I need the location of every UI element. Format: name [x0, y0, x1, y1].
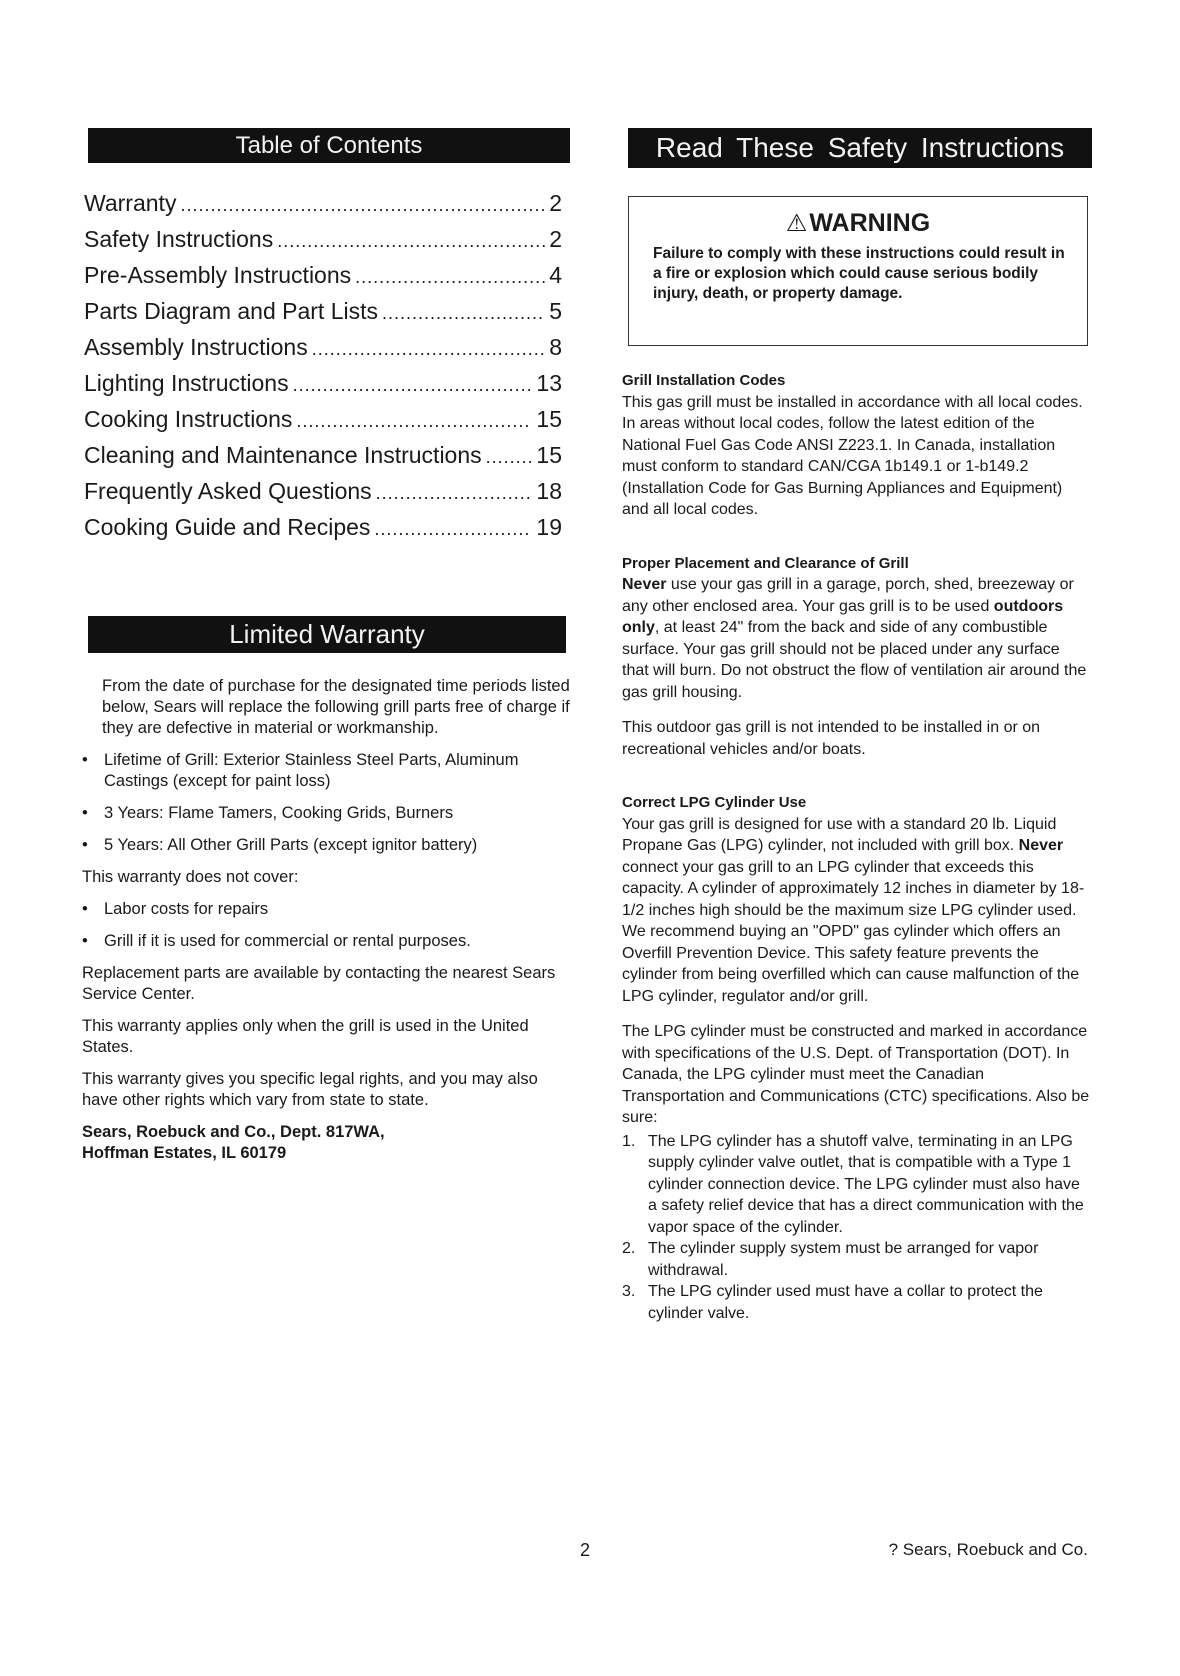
toc-entry[interactable]: [84, 370, 562, 406]
toc-entry[interactable]: [84, 190, 562, 226]
list-item-text: The LPG cylinder used must have a collar to protect the cylinder valve.: [648, 1283, 1043, 1322]
list-item-text: The LPG cylinder has a shutoff valve, terminating in an LPG supply cylinder valve outlet, that is compatible with a Type 1 cylinder connection device. The LPG cylinder must also have a safety relief device that has a direct communication with the vapor space of the cylinder.: [648, 1132, 1084, 1236]
recreational-text: This outdoor gas grill is not intended to be installed in or on recreational vehicles and/or boats.: [622, 719, 1041, 758]
warranty-replacement: Replacement parts are available by contacting the nearest Sears Service Center.: [82, 964, 556, 1003]
placement-text: [622, 574, 1090, 703]
toc-entry-title: Parts Diagram and Part Lists: [84, 298, 379, 324]
toc-entry-page: 15: [536, 406, 562, 432]
warranty-not-cover-label: This warranty does not cover:: [82, 868, 299, 886]
list-item: [622, 1281, 1090, 1324]
toc-entry[interactable]: [84, 478, 562, 514]
toc-entry-page: 13: [536, 370, 562, 396]
lpg-text-a: Your gas grill is designed for use with a standard 20 lb. Liquid Propane Gas (LPG) cylinder, not included with grill box.: [622, 815, 1057, 854]
toc-entry-title: Cooking Guide and Recipes: [84, 514, 371, 540]
safety-section: [622, 370, 1090, 1324]
dot-text: The LPG cylinder must be constructed and marked in accordance with specifications of the U.S. Dept. of Transportation (DOT). In Canada, the LPG cylinder must meet the Canadian Transportation and Communications (CTC) specifications. Also be sure:: [622, 1023, 1090, 1126]
lpg-text: [622, 814, 1090, 1008]
toc-entry[interactable]: [84, 298, 562, 334]
toc-banner: Table of Contents: [88, 128, 570, 163]
toc-entry-title: Assembly Instructions: [84, 334, 308, 360]
list-item: • 3 Years: Flame Tamers, Cooking Grids, Burners: [82, 804, 454, 822]
warning-triangle-icon: ⚠: [785, 210, 808, 237]
warranty-excluded-item: Grill if it is used for commercial or rental purposes.: [104, 932, 471, 950]
toc-entry-title: Cleaning and Maintenance Instructions: [84, 442, 482, 468]
list-item: • 5 Years: All Other Grill Parts (except ignitor battery): [82, 836, 478, 854]
warranty-intro: From the date of purchase for the designated time periods listed below, Sears will replace the following grill parts free of charge if they are defective in material or workmanship.: [102, 677, 570, 737]
toc-entry[interactable]: [84, 442, 562, 478]
codes-heading: Grill Installation Codes: [622, 372, 786, 389]
safety-banner: Read These Safety Instructions: [628, 128, 1092, 168]
warranty-address-line2: Hoffman Estates, IL 60179: [82, 1144, 287, 1162]
list-item: [622, 1131, 1090, 1239]
toc-entry-page: 5: [549, 298, 562, 324]
copyright: ? Sears, Roebuck and Co.: [888, 1540, 1088, 1559]
placement-text-a: use your gas grill in a garage, porch, shed, breezeway or any other enclosed area. Your gas grill is to be used: [622, 576, 1074, 615]
warning-heading: [629, 209, 1087, 238]
warning-box: [628, 196, 1088, 346]
placement-heading: Proper Placement and Clearance of Grill: [622, 554, 909, 572]
list-item-text: The cylinder supply system must be arranged for vapor withdrawal.: [648, 1240, 1039, 1279]
warranty-covered-item: Lifetime of Grill: Exterior Stainless Steel Parts, Aluminum Castings (except for paint loss): [104, 751, 519, 790]
toc-entry-page: 18: [536, 478, 562, 504]
requirements-list: [622, 1131, 1090, 1325]
toc-entry[interactable]: [84, 334, 562, 370]
table-of-contents: [84, 190, 562, 550]
placement-text-b: , at least 24" from the back and side of any combustible surface. Your gas grill should not be placed under any surface that will burn. Do not obstruct the flow of ventilation air around the gas grill housing.: [622, 619, 1087, 701]
toc-entry-title: Safety Instructions: [84, 226, 274, 252]
list-item-number: 3.: [622, 1283, 636, 1300]
toc-entry[interactable]: [84, 514, 562, 550]
list-item-number: 2.: [622, 1240, 636, 1257]
toc-entry-title: Lighting Instructions: [84, 370, 289, 396]
codes-text: This gas grill must be installed in accordance with all local codes. In areas without local codes, follow the latest edition of the National Fuel Gas Code ANSI Z223.1. In Canada, installation must conform to standard CAN/CGA 1b149.1 or 1-b149.2 (Installation Code for Gas Burning Appliances and Equipment) and all local codes.: [622, 393, 1083, 518]
toc-entry-title: Pre-Assembly Instructions: [84, 262, 352, 288]
toc-entry-title: Frequently Asked Questions: [84, 478, 372, 504]
toc-entry-title: Warranty: [84, 190, 177, 216]
toc-entry[interactable]: [84, 226, 562, 262]
toc-entry-page: 8: [549, 334, 562, 360]
warranty-address-line1: Sears, Roebuck and Co., Dept. 817WA,: [82, 1123, 385, 1141]
lpg-heading: Correct LPG Cylinder Use: [622, 794, 807, 811]
page-number: 2: [580, 1540, 591, 1560]
toc-entry-page: 4: [549, 262, 562, 288]
toc-entry-page: 2: [549, 226, 562, 252]
lpg-text-b: connect your gas grill to an LPG cylinder that exceeds this capacity. A cylinder of approximately 12 inches in diameter by 18-1/2 inches high should be the maximum size LPG cylinder used. We recommend buying an "OPD" gas cylinder which offers an Overfill Prevention Device. This safety feature prevents the cylinder from being overfilled which can cause malfunction of the LPG cylinder, regulator and/or grill.: [622, 858, 1085, 1005]
toc-entry-page: 15: [536, 442, 562, 468]
toc-entry-title: Cooking Instructions: [84, 406, 293, 432]
list-item: • Grill if it is used for commercial or rental purposes.: [82, 932, 471, 950]
list-item: [622, 1238, 1090, 1281]
toc-entry[interactable]: [84, 406, 562, 442]
warranty-excluded-item: Labor costs for repairs: [104, 900, 269, 918]
warranty-rights: This warranty gives you specific legal rights, and you may also have other rights which vary from state to state.: [82, 1070, 538, 1109]
warranty-covered-item: 3 Years: Flame Tamers, Cooking Grids, Burners: [104, 804, 454, 822]
placement-outdoors: outdoors only: [622, 597, 1064, 636]
list-item: • Lifetime of Grill: Exterior Stainless Steel Parts, Aluminum Castings (except for paint loss): [82, 750, 570, 792]
toc-entry[interactable]: [84, 262, 562, 298]
warning-title: WARNING: [809, 209, 931, 237]
lpg-never: Never: [1018, 837, 1064, 854]
warranty-section: [82, 676, 570, 1164]
list-item: • Labor costs for repairs: [82, 900, 269, 918]
toc-entry-page: 2: [549, 190, 562, 216]
toc-entry-page: 19: [536, 514, 562, 540]
list-item-number: 1.: [622, 1132, 636, 1150]
warranty-applies: This warranty applies only when the grill is used in the United States.: [82, 1017, 529, 1056]
warning-text: Failure to comply with these instructions could result in a fire or explosion which could cause serious bodily injury, death, or property damage.: [653, 245, 1065, 302]
warranty-covered-item: 5 Years: All Other Grill Parts (except ignitor battery): [104, 836, 478, 854]
warranty-banner: Limited Warranty: [88, 616, 566, 653]
placement-never: Never: [622, 576, 667, 593]
